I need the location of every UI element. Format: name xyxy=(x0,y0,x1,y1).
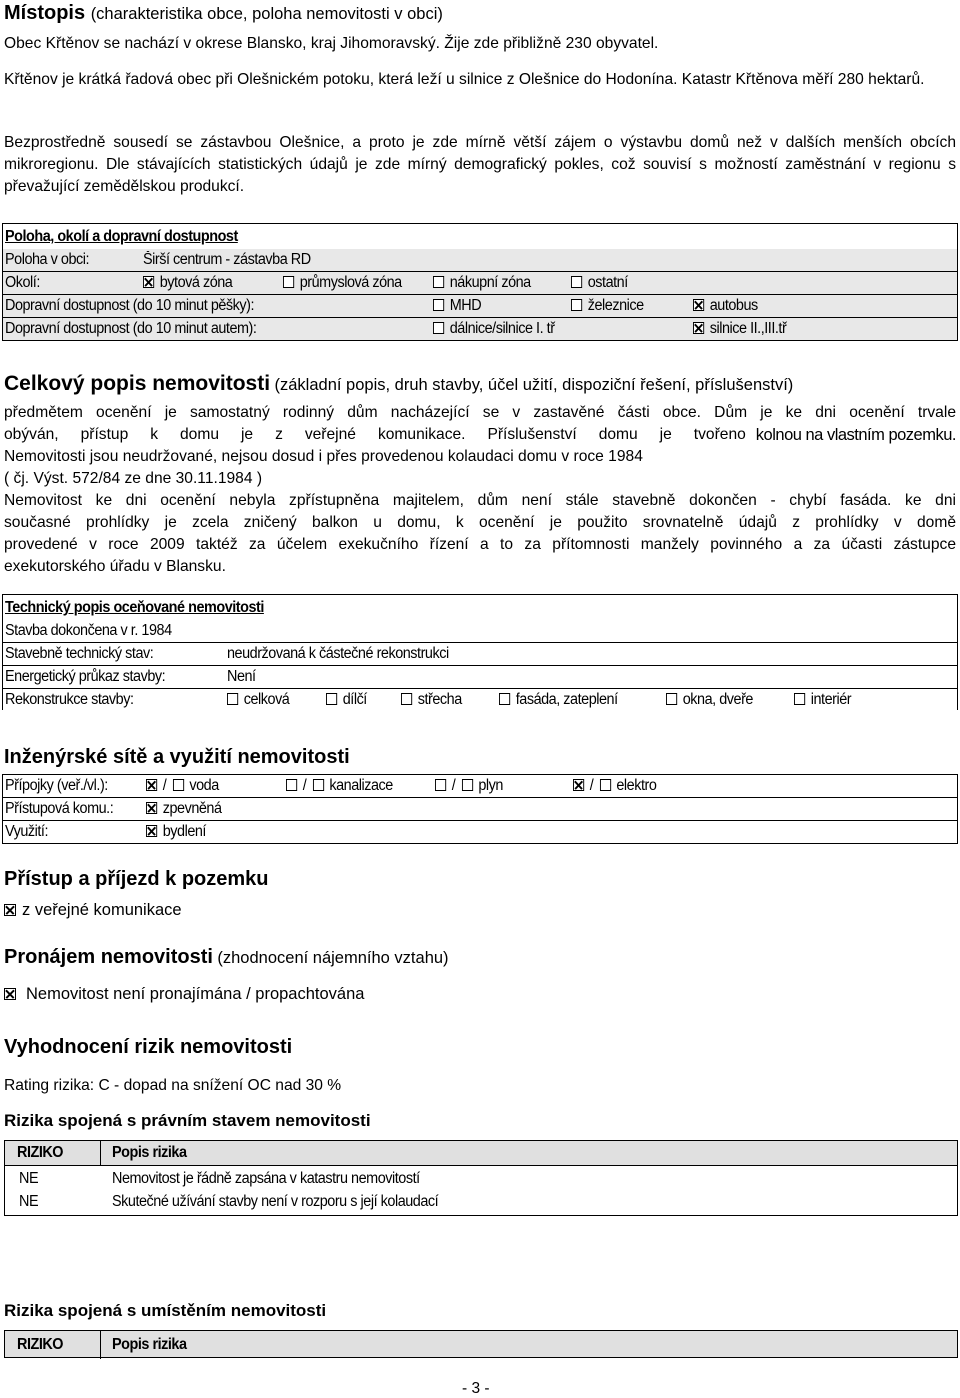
celkovy-body xyxy=(4,402,956,578)
celkovy-title: Celkový popis nemovitosti xyxy=(4,372,271,395)
pripojka-voda: / voda xyxy=(146,776,219,796)
rating-rizika: Rating rizika: C - dopad na snížení OC nad 30 % xyxy=(4,1077,342,1094)
poloha-row-3 xyxy=(3,295,957,318)
checkbox-empty-icon xyxy=(227,693,238,705)
okoli-option-2: průmyslová zóna xyxy=(283,273,402,293)
checkbox-empty-icon xyxy=(433,322,444,334)
site-row-3 xyxy=(3,821,957,843)
risk-row-value: NE xyxy=(19,1193,39,1210)
celkovy-line: exekutorského úřadu v Blansku. xyxy=(4,558,226,575)
checkbox-checked-icon xyxy=(143,276,154,288)
checkbox-empty-icon xyxy=(433,299,444,311)
poloha-label: Poloha v obci: xyxy=(5,251,90,268)
site-title: Inženýrské sítě a využití nemovitosti xyxy=(4,746,350,768)
poloha-title-row xyxy=(3,224,957,250)
col-riziko: RIZIKO xyxy=(17,1336,64,1353)
celkovy-line: Nemovitosti jsou neudržované, nejsou dosud i přes provedenou kolaudaci domu v roce 1984 xyxy=(4,448,643,465)
checkbox-empty-icon xyxy=(313,779,324,791)
pesky-option-1: MHD xyxy=(433,296,481,316)
mistopis-heading xyxy=(4,2,443,25)
checkbox-empty-icon xyxy=(283,276,294,288)
checkbox-checked-icon xyxy=(4,904,16,916)
vyuziti-value: bydlení xyxy=(146,822,206,842)
checkbox-empty-icon xyxy=(571,276,582,288)
checkbox-checked-icon xyxy=(4,988,16,1000)
technicky-row-2 xyxy=(3,643,957,666)
checkbox-checked-icon xyxy=(693,322,704,334)
okoli-option-4: ostatní xyxy=(571,273,628,293)
okoli-option-3: nákupní zóna xyxy=(433,273,531,293)
col-riziko: RIZIKO xyxy=(17,1144,64,1161)
checkbox-empty-icon xyxy=(499,693,510,705)
pronajem-title: Pronájem nemovitosti xyxy=(4,946,213,968)
pripojky-label: Přípojky (veř./vl.): xyxy=(5,777,108,794)
checkbox-empty-icon xyxy=(462,779,473,791)
poloha-row-2 xyxy=(3,272,957,295)
column-divider xyxy=(100,1141,101,1165)
celkovy-line: ( čj. Výst. 572/84 ze dne 30.11.1984 ) xyxy=(4,470,263,487)
rekonstrukce-label: Rekonstrukce stavby: xyxy=(5,691,134,708)
checkbox-empty-icon xyxy=(433,276,444,288)
rizika-title: Vyhodnocení rizik nemovitosti xyxy=(4,1036,293,1058)
checkbox-empty-icon xyxy=(794,693,805,705)
poloha-row-4 xyxy=(3,318,957,340)
poloha-row-1 xyxy=(3,249,957,272)
col-popis: Popis rizika xyxy=(112,1336,187,1353)
pristupova-label: Přístupová komu.: xyxy=(5,800,114,817)
pronajem-value: Nemovitost není pronajímána / propachtována xyxy=(4,985,364,1004)
stav-value: neudržovaná k částečné rekonstrukci xyxy=(227,645,449,662)
pesky-option-2: železnice xyxy=(571,296,644,316)
checkbox-checked-icon xyxy=(573,779,584,791)
pripojka-kanalizace: / kanalizace xyxy=(286,776,393,796)
technicky-row-1 xyxy=(3,620,957,643)
site-row-2 xyxy=(3,798,957,821)
pesky-option-3: autobus xyxy=(693,296,758,316)
rekonstrukce-option: interiér xyxy=(794,690,851,710)
checkbox-checked-icon xyxy=(146,779,157,791)
mistopis-paragraph-2: Křtěnov je krátká řadová obec při Olešnickém potoku, která leží u silnice z Olešnice do Hodonína. Katastr Křtěnova měří 280 hektarů. xyxy=(4,71,925,88)
rekonstrukce-option: okna, dveře xyxy=(666,690,753,710)
rekonstrukce-option: střecha xyxy=(401,690,462,710)
checkbox-checked-icon xyxy=(146,825,157,837)
site-table xyxy=(2,774,958,844)
rekonstrukce-option: fasáda, zateplení xyxy=(499,690,618,710)
pronajem-subtitle: (zhodnocení nájemního vztahu) xyxy=(217,949,449,967)
risk-row-desc: Skutečné užívání stavby není v rozporu s její kolaudací xyxy=(112,1193,439,1210)
pesky-label: Dopravní dostupnost (do 10 minut pěšky): xyxy=(5,297,255,314)
column-divider xyxy=(100,1331,101,1359)
technicky-row-4 xyxy=(3,689,957,711)
checkbox-checked-icon xyxy=(146,802,157,814)
technicky-title-row xyxy=(3,595,957,621)
checkbox-empty-icon xyxy=(401,693,412,705)
checkbox-empty-icon xyxy=(600,779,611,791)
rekonstrukce-option: celková xyxy=(227,690,289,710)
pristupova-value: zpevněná xyxy=(146,799,222,819)
mistopis-subtitle: (charakteristika obce, poloha nemovitosti v obci) xyxy=(90,5,443,23)
autem-option-1: dálnice/silnice I. tř xyxy=(433,319,555,339)
mistopis-paragraph-3: Bezprostředně sousedí se zástavbou Olešnice, a proto je zde mírně větší zájem o výstavbu domů než v dalších menších obcích mikroregionu. Dle stávajících statistických údajů je zde mírný demografický pokles, což souvisí s možností zaměstnání v regionu s převažující zemědělskou produkcí. xyxy=(4,134,956,195)
energeticky-label: Energetický průkaz stavby: xyxy=(5,668,166,685)
okoli-option-1: bytová zóna xyxy=(143,273,232,293)
stav-label: Stavebně technický stav: xyxy=(5,645,154,662)
pronajem-heading xyxy=(4,946,449,969)
technicky-row-3 xyxy=(3,666,957,689)
poloha-value: Širší centrum - zástavba RD xyxy=(143,251,311,268)
celkovy-subtitle: (základní popis, druh stavby, účel užití, dispoziční řešení, příslušenství) xyxy=(274,376,794,394)
checkbox-empty-icon xyxy=(435,779,446,791)
umisteni-title: Rizika spojená s umístěním nemovitosti xyxy=(4,1301,327,1320)
pristup-title: Přístup a příjezd k pozemku xyxy=(4,868,269,890)
okoli-label: Okolí: xyxy=(5,274,40,291)
checkbox-empty-icon xyxy=(326,693,337,705)
celkovy-line: provedené v roce 2009 taktéž za účelem exekučního řízení a to za přítomnosti manžely povinného a za účasti zástupce xyxy=(4,536,956,553)
page-number: - 3 - xyxy=(462,1380,490,1397)
celkovy-line: předmětem ocenění je samostatný rodinný dům nacházející se v zastavěné části obce. Dům je ke dni ocenění trvale xyxy=(4,404,956,421)
pripojka-plyn: / plyn xyxy=(435,776,503,796)
pripojka-elektro: / elektro xyxy=(573,776,656,796)
pristup-value: z veřejné komunikace xyxy=(4,901,182,920)
checkbox-empty-icon xyxy=(571,299,582,311)
celkovy-line: Nemovitost ke dni ocenění nebyla zpřístupněna majitelem, dům není stále stavebně dokončen - chybí fasáda. ke dni xyxy=(4,492,956,509)
stavba-dokoncena: Stavba dokončena v r. 1984 xyxy=(5,622,172,639)
pravni-risk-header xyxy=(5,1141,957,1166)
pravni-risk-table xyxy=(4,1140,958,1216)
poloha-table xyxy=(2,223,958,341)
vyuziti-label: Využití: xyxy=(5,823,49,840)
checkbox-checked-icon xyxy=(693,299,704,311)
technicky-title: Technický popis oceňované nemovitosti xyxy=(5,599,264,616)
site-row-1 xyxy=(3,775,957,798)
col-popis: Popis rizika xyxy=(112,1144,187,1161)
umisteni-risk-table xyxy=(4,1330,958,1358)
technicky-table xyxy=(2,594,958,710)
celkovy-line: současné prohlídky je zcela zničený balkon u domu, k ocenění je použito srovnatelně údajů z prohlídky v domě xyxy=(4,514,956,531)
checkbox-empty-icon xyxy=(286,779,297,791)
energeticky-value: Není xyxy=(227,668,256,685)
pravni-title: Rizika spojená s právním stavem nemovitosti xyxy=(4,1111,371,1130)
poloha-title: Poloha, okolí a dopravní dostupnost xyxy=(5,228,238,245)
celkovy-line: obýván, přístup k domu je z veřejné komunikace. Příslušenství domu je tvořeno kolnou na vlastním pozemku. xyxy=(4,426,956,444)
mistopis-paragraph-1: Obec Křtěnov se nachází v okrese Blansko, kraj Jihomoravský. Žije zde přibližně 230 obyvatel. xyxy=(4,35,659,52)
mistopis-title: Místopis xyxy=(4,2,86,24)
risk-row-value: NE xyxy=(19,1170,39,1187)
checkbox-empty-icon xyxy=(666,693,677,705)
rekonstrukce-option: dílčí xyxy=(326,690,367,710)
checkbox-empty-icon xyxy=(173,779,184,791)
autem-option-2: silnice II.,III.tř xyxy=(693,319,786,339)
autem-label: Dopravní dostupnost (do 10 minut autem): xyxy=(5,320,257,337)
celkovy-heading xyxy=(4,372,793,396)
risk-row-desc: Nemovitost je řádně zapsána v katastru nemovitostí xyxy=(112,1170,420,1187)
